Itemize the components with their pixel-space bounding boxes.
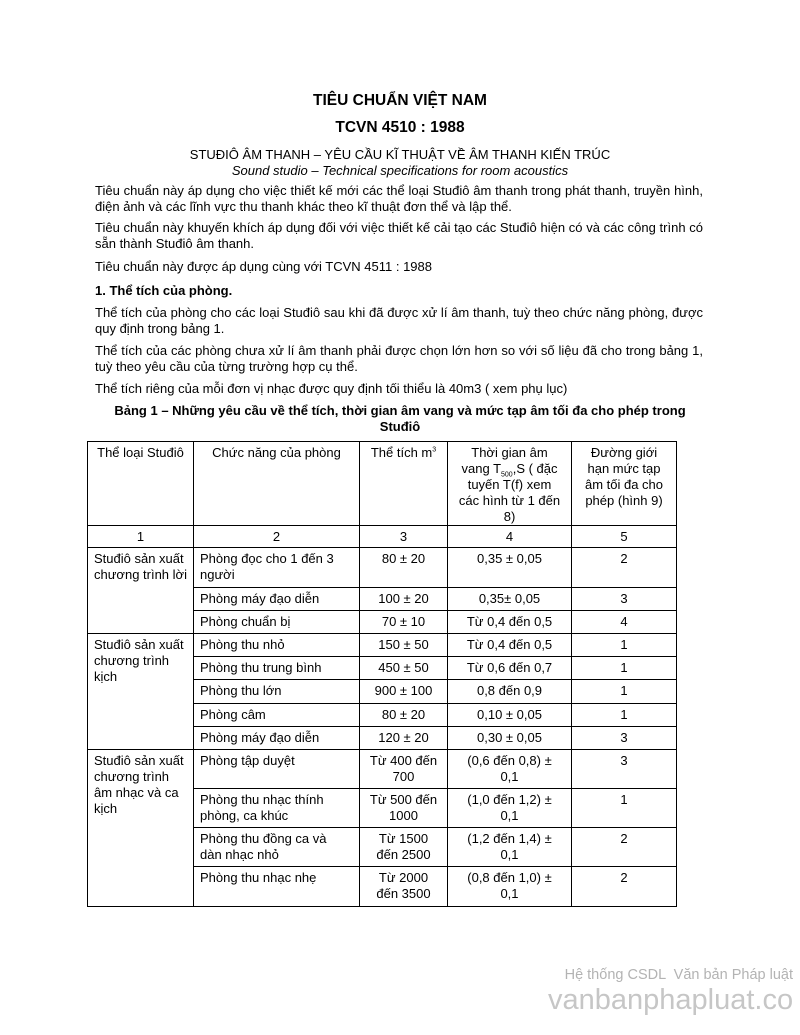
volume-cell: 80 ± 20	[360, 704, 448, 727]
header-volume-label: Thể tích m	[370, 445, 433, 460]
column-number-row	[88, 526, 677, 548]
noise-curve-cell: 2	[572, 828, 677, 867]
reverb-time-cell: Từ 0,6 đến 0,7	[448, 657, 572, 680]
table-row	[88, 634, 677, 657]
volume-cell: 900 ± 100	[360, 680, 448, 704]
reverb-time-cell: Từ 0,4 đến 0,5	[448, 634, 572, 657]
document-subtitle: STUĐIÔ ÂM THANH – YÊU CẦU KĨ THUẬT VỀ ÂM THANH KIẾN TRÚC	[189, 147, 611, 162]
section-paragraph: Thể tích của các phòng chưa xử lí âm thanh phải được chọn lớn hơn so với số liệu đã cho trong bảng 1, tuỳ theo yêu cầu của từng trường hợp cụ thể.	[95, 343, 703, 374]
volume-cell: Từ 500 đến 1000	[360, 789, 448, 828]
volume-cell: 150 ± 50	[360, 634, 448, 657]
room-function-cell: Phòng thu lớn	[194, 680, 360, 704]
volume-cell: 120 ± 20	[360, 727, 448, 750]
reverb-time-cell: (0,8 đến 1,0) ± 0,1	[448, 867, 572, 907]
reverb-time-cell: (1,2 đến 1,4) ± 0,1	[448, 828, 572, 867]
noise-curve-cell: 4	[572, 611, 677, 634]
reverb-time-cell: 0,10 ± 0,05	[448, 704, 572, 727]
header-volume	[360, 442, 448, 526]
room-function-cell: Phòng thu nhạc thính phòng, ca khúc	[194, 789, 360, 828]
room-function-cell: Phòng máy đạo diễn	[194, 588, 360, 611]
section-paragraph: Thể tích của phòng cho các loại Stuđiô sau khi đã được xử lí âm thanh, tuỳ theo chức năng phòng, được quy định trong bảng 1.	[95, 305, 703, 336]
column-number: 2	[194, 526, 360, 548]
reverb-time-cell: 0,35± 0,05	[448, 588, 572, 611]
header-volume-superscript: 3	[432, 446, 437, 454]
header-studio-type: Thể loại Stuđiô	[88, 442, 194, 526]
column-number: 5	[572, 526, 677, 548]
volume-cell: Từ 1500 đến 2500	[360, 828, 448, 867]
header-noise-limit-curve: Đường giới hạn mức tạp âm tối đa cho phép (hình 9)	[572, 442, 677, 526]
room-function-cell: Phòng đọc cho 1 đến 3 người	[194, 548, 360, 588]
reverb-time-cell: 0,8 đến 0,9	[448, 680, 572, 704]
volume-cell: 70 ± 10	[360, 611, 448, 634]
document-subtitle-english: Sound studio – Technical specifications for room acoustics	[231, 163, 569, 178]
noise-curve-cell: 2	[572, 548, 677, 588]
room-function-cell: Phòng chuẩn bị	[194, 611, 360, 634]
noise-curve-cell: 1	[572, 704, 677, 727]
volume-cell: Từ 2000 đến 3500	[360, 867, 448, 907]
room-function-cell: Phòng câm	[194, 704, 360, 727]
header-reverb-label-start: Thời gian âm vang T	[461, 445, 548, 476]
renovation-paragraph: Tiêu chuẩn này khuyến khích áp dụng đối với việc thiết kế cải tạo các Stuđiô hiện có và các công trình có sẵn thành Stuđiô âm thanh.	[95, 220, 703, 251]
reverb-time-cell: (1,0 đến 1,2) ± 0,1	[448, 789, 572, 828]
table-row	[88, 548, 677, 588]
section-heading: 1. Thể tích của phòng.	[95, 283, 233, 298]
volume-cell: 450 ± 50	[360, 657, 448, 680]
room-function-cell: Phòng thu trung bình	[194, 657, 360, 680]
reverb-time-cell: (0,6 đến 0,8) ± 0,1	[448, 750, 572, 789]
room-function-cell: Phòng thu nhỏ	[194, 634, 360, 657]
header-reverb-subscript: 500	[501, 471, 513, 479]
column-number: 3	[360, 526, 448, 548]
header-reverb-label-end: ,S ( đặc tuyến T(f) xem các hình từ 1 đến 8)	[458, 461, 561, 524]
table-header-row	[88, 442, 677, 526]
table-row	[88, 750, 677, 789]
table-caption: Bảng 1 – Những yêu cầu về thể tích, thời gian âm vang và mức tạp âm tối đa cho phép trong Stuđiô	[114, 403, 686, 434]
noise-curve-cell: 2	[572, 867, 677, 907]
header-reverberation-time	[448, 442, 572, 526]
reverb-time-cell: Từ 0,4 đến 0,5	[448, 611, 572, 634]
related-standard-paragraph: Tiêu chuẩn này được áp dụng cùng với TCVN 4511 : 1988	[95, 259, 432, 274]
standard-code: TCVN 4510 : 1988	[335, 119, 465, 136]
studio-requirements-table	[87, 441, 677, 907]
column-number: 1	[88, 526, 194, 548]
watermark-caption: Hệ thống CSDL Văn bản Pháp luật	[564, 967, 793, 983]
studio-type-cell: Stuđiô sản xuất chương trình kịch	[88, 634, 194, 750]
document-title: TIÊU CHUẨN VIỆT NAM	[313, 92, 487, 109]
studio-type-cell: Stuđiô sản xuất chương trình âm nhạc và ca kịch	[88, 750, 194, 907]
watermark-site: vanbanphapluat.co	[548, 984, 794, 1016]
noise-curve-cell: 3	[572, 727, 677, 750]
room-function-cell: Phòng thu đồng ca và dàn nhạc nhỏ	[194, 828, 360, 867]
studio-type-cell: Stuđiô sản xuất chương trình lời	[88, 548, 194, 634]
room-function-cell: Phòng thu nhạc nhẹ	[194, 867, 360, 907]
noise-curve-cell: 1	[572, 657, 677, 680]
noise-curve-cell: 1	[572, 680, 677, 704]
noise-curve-cell: 3	[572, 588, 677, 611]
reverb-time-cell: 0,35 ± 0,05	[448, 548, 572, 588]
room-function-cell: Phòng tập duyệt	[194, 750, 360, 789]
reverb-time-cell: 0,30 ± 0,05	[448, 727, 572, 750]
scope-paragraph: Tiêu chuẩn này áp dụng cho việc thiết kế mới các thể loại Stuđiô âm thanh trong phát thanh, truyền hình, điện ảnh và các lĩnh vực thu thanh khác theo kĩ thuật đơn thể và lập thể.	[95, 183, 703, 214]
header-room-function: Chức năng của phòng	[194, 442, 360, 526]
volume-cell: Từ 400 đến 700	[360, 750, 448, 789]
volume-cell: 80 ± 20	[360, 548, 448, 588]
section-paragraph: Thể tích riêng của mỗi đơn vị nhạc được quy định tối thiểu là 40m3 ( xem phụ lục)	[95, 381, 568, 396]
room-function-cell: Phòng máy đạo diễn	[194, 727, 360, 750]
noise-curve-cell: 1	[572, 634, 677, 657]
column-number: 4	[448, 526, 572, 548]
noise-curve-cell: 3	[572, 750, 677, 789]
volume-cell: 100 ± 20	[360, 588, 448, 611]
noise-curve-cell: 1	[572, 789, 677, 828]
